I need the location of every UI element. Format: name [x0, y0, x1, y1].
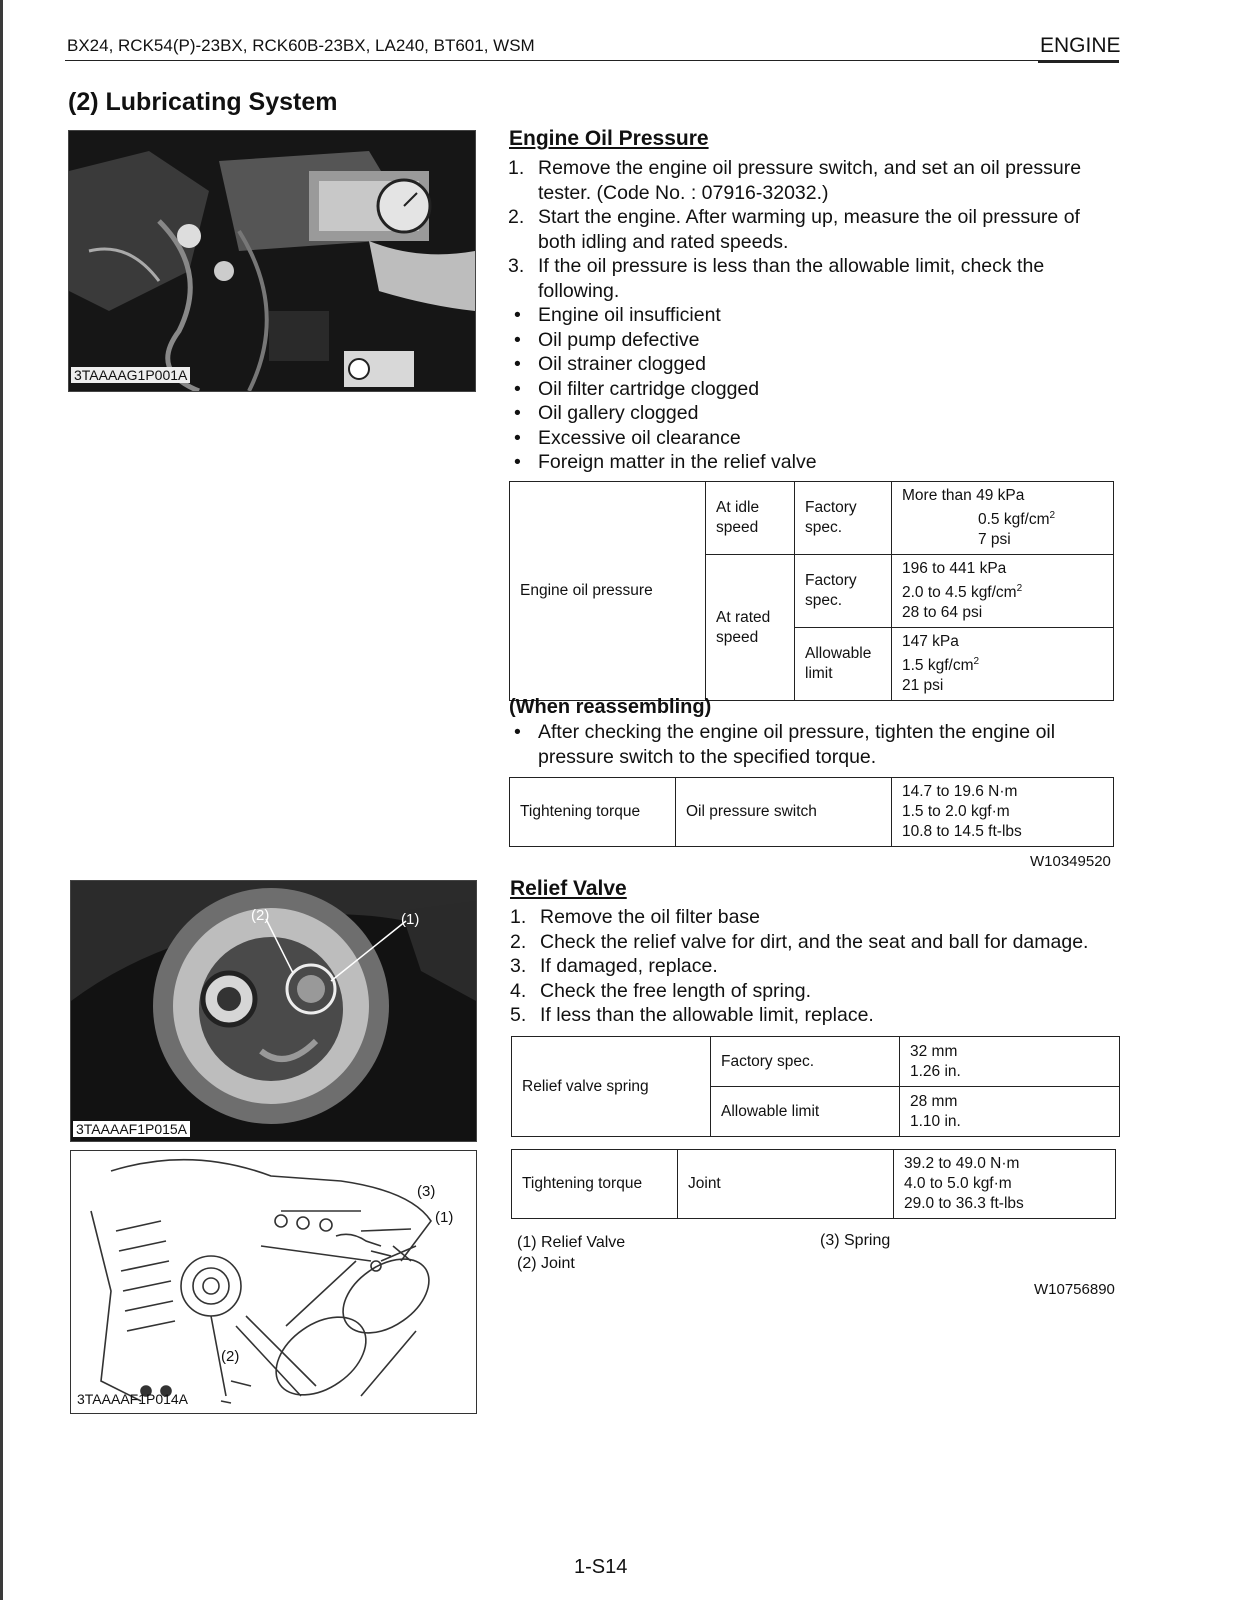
- table-cell-item: Engine oil pressure: [510, 482, 706, 701]
- doc-code: W10349520: [1030, 853, 1111, 870]
- list-item: 2. Start the engine. After warming up, measure the oil pressure of both idling and rated speeds.: [508, 206, 1080, 253]
- list-item: 2. Check the relief valve for dirt, and the seat and ball for damage.: [510, 930, 1089, 953]
- legend-item: (2) Joint: [517, 1255, 575, 1272]
- callout-1: (1): [435, 1209, 454, 1226]
- list-item: 3. If the oil pressure is less than the allowable limit, check the following.: [508, 255, 1045, 302]
- table-cell-value: 28 mm 1.10 in.: [900, 1087, 1120, 1137]
- oil-pressure-table: [509, 481, 1114, 701]
- header-models: BX24, RCK54(P)-23BX, RCK60B-23BX, LA240, BT601, WSM: [67, 36, 535, 55]
- table-cell-value: More than 49 kPa 0.5 kgf/$cm^2$ 7 psi: [892, 482, 1114, 555]
- oil-pressure-heading: Engine Oil Pressure: [509, 127, 709, 150]
- callout-1: (1): [401, 911, 420, 928]
- list-item: 1. Remove the engine oil pressure switch, and set an oil pressure tester. (Code No. : 07916-32032.): [508, 157, 1082, 204]
- figure-legend: [517, 1232, 625, 1274]
- list-item: • After checking the engine oil pressure, tighten the engine oil pressure switch to the specified torque.: [514, 721, 1056, 768]
- oil-pressure-steps: [508, 156, 1118, 475]
- table-cell-idle: At idle speed: [706, 482, 795, 555]
- list-item: • Oil pump defective: [514, 328, 700, 351]
- list-item: • Oil gallery clogged: [514, 402, 699, 424]
- page-number: 1-S14: [574, 1556, 628, 1578]
- list-item: • Foreign matter in the relief valve: [514, 451, 817, 473]
- table-cell-part: Oil pressure switch: [676, 778, 892, 847]
- doc-code: W10756890: [1034, 1281, 1115, 1298]
- list-item: 3. If damaged, replace.: [510, 955, 718, 977]
- legend-item: (3) Spring: [820, 1232, 891, 1249]
- relief-valve-drawing: [70, 1150, 477, 1414]
- oil-pressure-switch-torque-table: [509, 777, 1114, 847]
- callout-2: (2): [251, 907, 270, 924]
- reassembling-heading: (When reassembling): [509, 696, 712, 718]
- table-cell-value: 147 kPa 1.5 kgf/$cm^2$ 21 psi: [892, 628, 1114, 701]
- header-section: ENGINE: [1040, 34, 1121, 57]
- table-cell-value: 39.2 to 49.0 N·m 4.0 to 5.0 kgf·m 29.0 to 36.3 ft-lbs: [894, 1150, 1116, 1219]
- photo-id-label: 3TAAAAG1P001A: [71, 367, 190, 383]
- list-item: • Engine oil insufficient: [514, 304, 721, 326]
- table-cell-factory: Factory spec.: [795, 555, 892, 628]
- table-cell-allowable: Allowable limit: [711, 1087, 900, 1137]
- table-cell-allowable: Allowable limit: [795, 628, 892, 701]
- header-rule: [65, 60, 1119, 61]
- table-cell-value: 14.7 to 19.6 N·m 1.5 to 2.0 kgf·m 10.8 to 14.5 ft-lbs: [892, 778, 1114, 847]
- list-item: 1. Remove the oil filter base: [510, 906, 761, 928]
- relief-valve-steps: [510, 905, 1120, 1028]
- table-cell-item: Relief valve spring: [512, 1037, 711, 1137]
- table-cell-label: Tightening torque: [512, 1150, 678, 1219]
- list-item: 5. If less than the allowable limit, replace.: [510, 1004, 874, 1026]
- engine-photo: [68, 130, 476, 392]
- relief-spring-table: [511, 1036, 1120, 1137]
- table-cell-label: Tightening torque: [510, 778, 676, 847]
- relief-valve-heading: Relief Valve: [510, 877, 627, 900]
- page-edge: [0, 0, 3, 1600]
- list-item: • Oil filter cartridge clogged: [514, 377, 760, 400]
- table-cell-value: 32 mm 1.26 in.: [900, 1037, 1120, 1087]
- photo-id-label: 3TAAAAF1P015A: [73, 1121, 190, 1137]
- table-cell-rated: At rated speed: [706, 555, 795, 701]
- callout-2: (2): [221, 1348, 240, 1365]
- table-cell-factory: Factory spec.: [795, 482, 892, 555]
- callout-3: (3): [417, 1183, 436, 1200]
- section-title: (2) Lubricating System: [68, 88, 338, 116]
- list-item: • Oil strainer clogged: [514, 353, 706, 375]
- table-cell-value: 196 to 441 kPa 2.0 to 4.5 kgf/$cm^2$ 28 to 64 psi: [892, 555, 1114, 628]
- drawing-id-label: 3TAAAAF1P014A: [77, 1391, 189, 1407]
- list-item: • Excessive oil clearance: [514, 426, 741, 449]
- header-rule-accent: [1038, 61, 1119, 63]
- table-cell-part: Joint: [678, 1150, 894, 1219]
- joint-torque-table: [511, 1149, 1116, 1219]
- table-cell-factory: Factory spec.: [711, 1037, 900, 1087]
- list-item: 4. Check the free length of spring.: [510, 979, 811, 1002]
- oil-filter-base-photo: [70, 880, 477, 1142]
- legend-item: (1) Relief Valve: [517, 1234, 626, 1251]
- reassembling-note: [508, 720, 1120, 769]
